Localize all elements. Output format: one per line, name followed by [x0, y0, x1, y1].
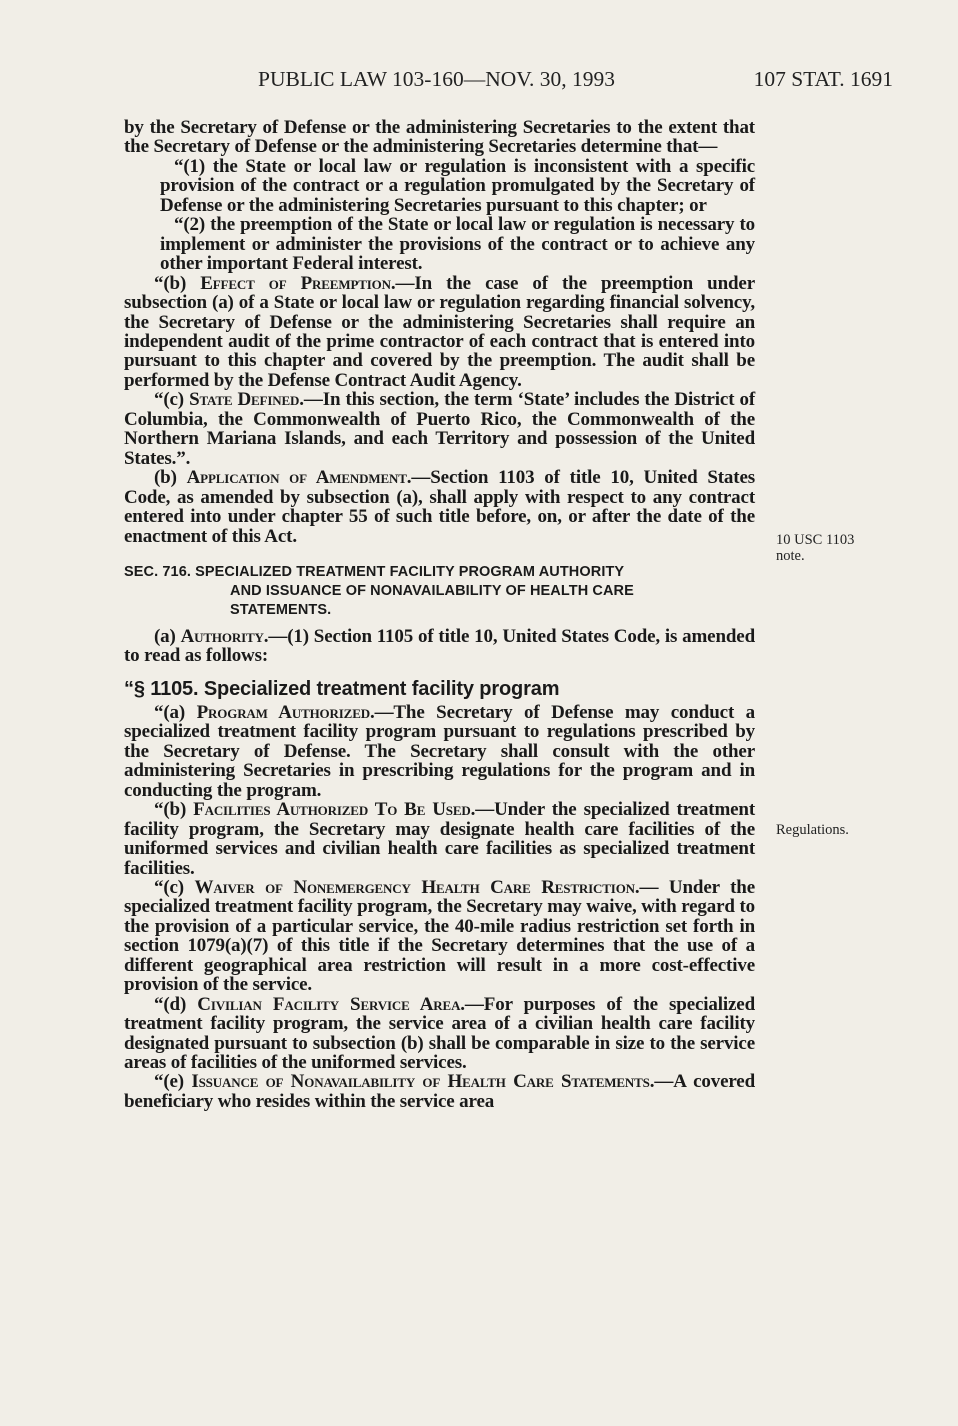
subsection-heading: Effect of Preemption. [200, 272, 396, 294]
subsection-text: —The Secretary of Defense may conduct a specialized treatment facility program pursuant to regulations prescribed by the Secretary of Defense. The Secretary shall consult with the other administering Secretaries in prescribing regulations for the program and in conducting the program. [124, 701, 755, 801]
body-text [124, 118, 755, 1111]
section-1105-heading: “§ 1105. Specialized treatment facility program [124, 677, 560, 700]
subsection-label: “(b) [154, 799, 194, 821]
subsection-heading: Civilian Facility Service Area. [197, 993, 465, 1015]
subsection-heading: Facilities Authorized To Be Used. [193, 799, 476, 821]
paragraph-state-defined [124, 390, 755, 468]
paragraph-application-of-amendment [124, 468, 755, 546]
subsection-text: —Under the specialized treatment facility program, the Secretary may designate health care facilities of the uniformed services and civilian health care facilities as specialized treatment facilities. [124, 799, 755, 879]
section-716-heading [124, 563, 755, 620]
subsection-heading: State Defined. [189, 389, 304, 411]
subsection-text: —A covered beneficiary who resides within the service area [124, 1071, 756, 1112]
subsection-label: (b) [154, 467, 187, 489]
header-stat-page: 107 STAT. 1691 [753, 67, 893, 91]
subsection-heading: Authority. [180, 625, 269, 647]
subsection-label: “(a) [154, 701, 197, 723]
paragraph-issuance [124, 1072, 755, 1111]
subsection-label: “(b) [154, 272, 201, 294]
paragraph-civilian-facility [124, 995, 755, 1073]
subsection-heading: Application of Amendment. [186, 467, 412, 489]
margin-note-usc-line-1: 10 USC 1103 [776, 532, 855, 548]
header-public-law: PUBLIC LAW 103-160—NOV. 30, 1993 [258, 67, 616, 91]
paragraph-continuation: by the Secretary of Defense or the administering Secretaries to the extent that the Secretary of Defense or the administering Secretaries determine that— [124, 117, 755, 158]
paragraph-clause-1: “(1) the State or local law or regulation is inconsistent with a specific provision of the contract or a regulation promulgated by the Secretary of Defense or the administering Secretaries pursuant to this chapter; or [160, 155, 755, 216]
section-heading-line-2: AND ISSUANCE OF NONAVAILABILITY OF HEALTH CARE [230, 582, 634, 599]
margin-note-usc-line-2: note. [776, 548, 805, 564]
paragraph-waiver [124, 878, 755, 995]
paragraph-authority [124, 627, 755, 666]
margin-note-regulations: Regulations. [776, 822, 849, 838]
subsection-text: — Under the specialized treatment facility program, the Secretary may waive, with regard to the provision of a particular service, the 40-mile radius restriction set forth in section 1079(a)(7) of this title if the Secretary determines that the use of a different geographical area restriction will result in a more cost-effective provision of the service. [124, 876, 755, 996]
subsection-label: “(e) [154, 1071, 192, 1093]
subsection-heading: Issuance of Nonavailability of Health Care Statements. [191, 1071, 655, 1093]
subsection-label: “(c) [154, 876, 195, 898]
subsection-heading: Waiver of Nonemergency Health Care Restriction. [194, 876, 640, 898]
subsection-label: “(d) [154, 993, 198, 1015]
paragraph-program-authorized [124, 703, 755, 800]
paragraph-effect-of-preemption [124, 274, 755, 391]
paragraph-clause-2: “(2) the preemption of the State or local law or regulation is necessary to implement or administer the provisions of the contract or to achieve any other important Federal interest. [160, 214, 755, 275]
margin-note-usc [776, 532, 854, 564]
subsection-text: —Section 1103 of title 10, United States Code, as amended by subsection (a), shall apply with respect to any contract entered into under chapter 55 of such title before, on, or after the date of the enactment of this Act. [124, 467, 755, 547]
subsection-text: —For purposes of the specialized treatment facility program, the service area of a civilian health care facility designated pursuant to subsection (b) shall be comparable in size to the service areas of facilities of the uniformed services. [124, 993, 755, 1074]
paragraph-facilities-authorized [124, 800, 755, 878]
subsection-text: —In this section, the term ‘State’ includes the District of Columbia, the Commonwealth of Puerto Rico, the Commonwealth of the Northern Mariana Islands, and each Territory and possession of the United States.”. [124, 389, 755, 469]
section-heading-line-1: SEC. 716. SPECIALIZED TREATMENT FACILITY PROGRAM AUTHORITY [124, 563, 625, 580]
subsection-label: (a) [154, 625, 181, 647]
subsection-text: —(1) Section 1105 of title 10, United States Code, is amended to read as follows: [124, 625, 755, 667]
section-heading-line-3: STATEMENTS. [230, 601, 332, 618]
subsection-label: “(c) [154, 389, 190, 411]
subsection-text: —In the case of the preemption under subsection (a) of a State or local law or regulation regarding financial solvency, the Secretary of Defense or the administering Secretaries shall require an independent audit of the prime contractor of each contract that is entered into pursuant to this chapter and covered by the preemption. The audit shall be performed by the Defense Contract Audit Agency. [124, 272, 755, 391]
subsection-heading: Program Authorized. [196, 701, 375, 723]
